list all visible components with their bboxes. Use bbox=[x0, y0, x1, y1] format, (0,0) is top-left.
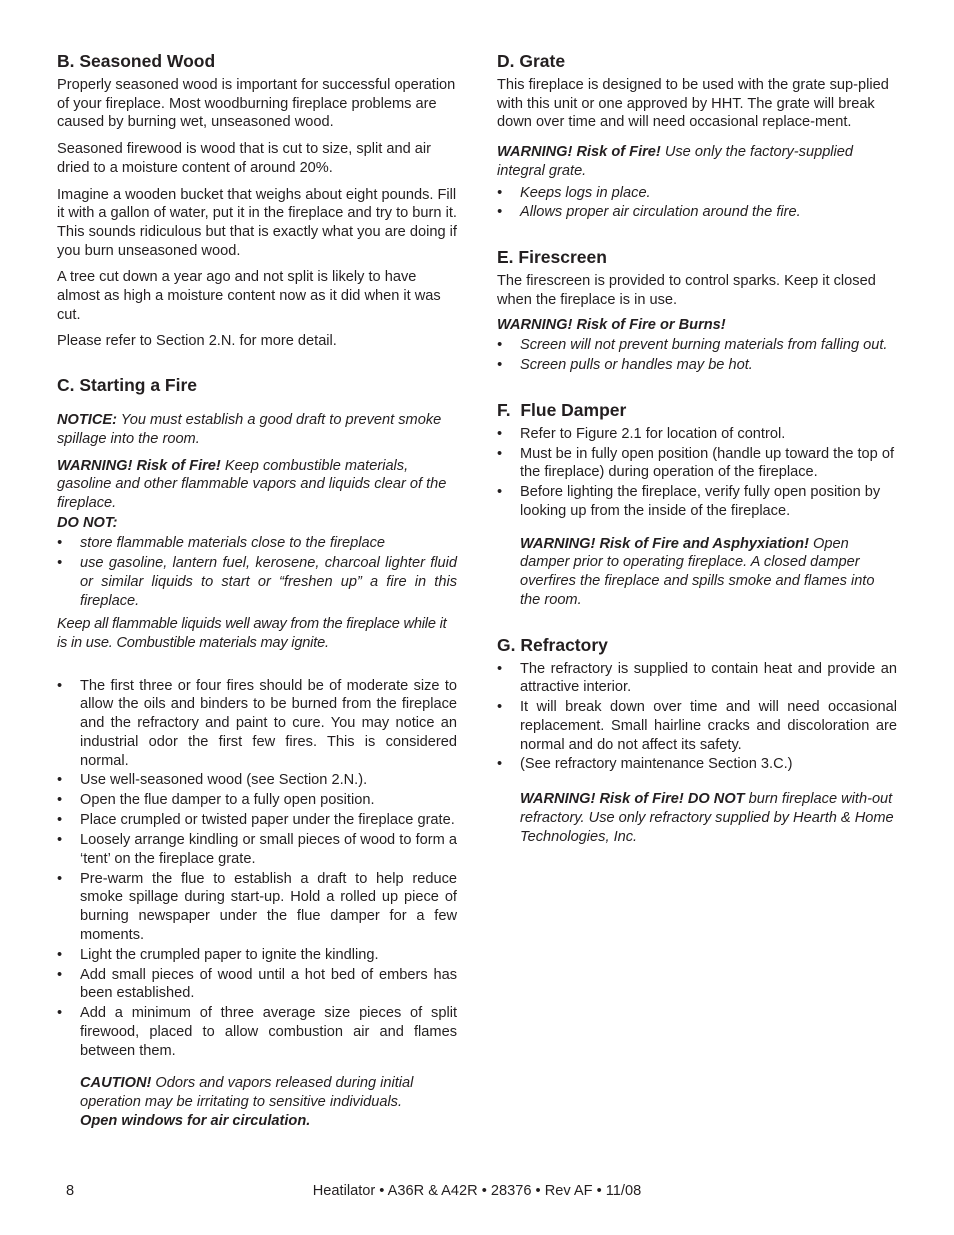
left-column bbox=[57, 50, 457, 1138]
list-item: • Refer to Figure 2.1 for location of control. bbox=[497, 425, 897, 444]
list-item: • (See refractory maintenance Section 3.C.) bbox=[497, 755, 897, 774]
section-b-heading: B. Seasoned Wood bbox=[57, 51, 216, 71]
footer-text: Heatilator • A36R & A42R • 28376 • Rev AF • 11/08 bbox=[312, 1183, 642, 1199]
flue-damper-warning: WARNING! Risk of Fire and Asphyxiation! Open damper prior to operating fireplace. A closed damper overfires the fireplace and spills smoke and flames into the room. bbox=[520, 535, 875, 608]
section-f-heading: F. Flue Damper bbox=[497, 399, 627, 420]
list-item: • Use well-seasoned wood (see Section 2.N.). bbox=[57, 771, 457, 790]
flue-damper-list bbox=[497, 425, 897, 521]
list-item: • The refractory is supplied to contain heat and provide an attractive interior. bbox=[497, 660, 897, 697]
warning-label: WARNING! Risk of Fire! DO NOT bbox=[520, 791, 745, 808]
warning-label: WARNING! Risk of Fire! bbox=[57, 457, 221, 474]
section-b-paragraph: Imagine a wooden bucket that weighs about eight pounds. Fill it with a gallon of water, put it in the fireplace and try to burn it. This sounds ridiculous but that is exactly what you are doing if you burn unseasoned wood. bbox=[57, 186, 457, 259]
firescreen-warning: WARNING! Risk of Fire or Burns! bbox=[497, 316, 726, 333]
list-item: • Pre-warm the flue to establish a draft to help reduce smoke spillage during start-up. Hold a rolled up piece of burning newspaper under the flue damper for a few moments. bbox=[57, 870, 457, 945]
refractory-list bbox=[497, 660, 897, 775]
list-item: • use gasoline, lantern fuel, kerosene, charcoal lighter fluid or similar liquids to start or “freshen up” a fire in this fireplace. bbox=[57, 554, 457, 610]
list-item: • Before lighting the fireplace, verify fully open position by looking up from the inside of the fireplace. bbox=[497, 483, 897, 520]
section-g-heading: G. Refractory bbox=[497, 634, 608, 655]
section-b-paragraph: A tree cut down a year ago and not split is likely to have almost as high a moisture content now as it did when it was cut. bbox=[57, 269, 441, 323]
list-item: • Screen will not prevent burning materials from falling out. bbox=[497, 336, 897, 355]
list-item: • Open the flue damper to a fully open position. bbox=[57, 791, 457, 810]
list-item: • Must be in fully open position (handle up toward the top of the fireplace) during operation of the fireplace. bbox=[497, 445, 897, 482]
section-c-heading: C. Starting a Fire bbox=[57, 375, 198, 396]
do-not-label: DO NOT: bbox=[57, 514, 118, 531]
list-item: • Add a minimum of three average size pieces of split firewood, placed to allow combustion air and flames between them. bbox=[57, 1004, 457, 1060]
caution-label: CAUTION! bbox=[80, 1075, 152, 1092]
section-d-paragraph: This fireplace is designed to be used with the grate sup-plied with this unit or one approved by HHT. The grate will break down over time and will need occasional replace-ment. bbox=[497, 77, 889, 131]
section-b-paragraph: Seasoned firewood is wood that is cut to size, split and air dried to a moisture content of around 20%. bbox=[57, 141, 431, 176]
fire-warning: WARNING! Risk of Fire! Keep combustible materials, gasoline and other flammable vapors and liquids clear of the fireplace. bbox=[57, 457, 447, 511]
list-item: • Loosely arrange kindling or small pieces of wood to form a ‘tent’ on the fireplace grate. bbox=[57, 831, 457, 868]
page-number: 8 bbox=[66, 1183, 75, 1199]
section-d-heading: D. Grate bbox=[497, 51, 566, 71]
section-b-paragraph: Properly seasoned wood is important for successful operation of your fireplace. Most woodburning fireplace problems are caused by burning wet, unseasoned wood. bbox=[57, 77, 456, 131]
keep-flammables-text: Keep all flammable liquids well away from the fireplace while it is in use. Combustible materials may ignite. bbox=[57, 616, 447, 652]
grate-list bbox=[497, 184, 897, 223]
list-item: • Keeps logs in place. bbox=[497, 184, 897, 203]
grate-warning: WARNING! Risk of Fire! Use only the factory-supplied integral grate. bbox=[497, 144, 854, 179]
section-e-heading: E. Firescreen bbox=[497, 247, 607, 268]
section-b-paragraph: Please refer to Section 2.N. for more detail. bbox=[57, 333, 337, 350]
list-item: • Add small pieces of wood until a hot bed of embers has been established. bbox=[57, 966, 457, 1003]
list-item: • Allows proper air circulation around the fire. bbox=[497, 203, 897, 222]
do-not-list bbox=[57, 534, 457, 610]
list-item: • It will break down over time and will need occasional replacement. Small hairline cracks and discoloration are normal and do not affect its safety. bbox=[497, 698, 897, 754]
list-item: • store flammable materials close to the fireplace bbox=[57, 534, 457, 553]
notice-text: NOTICE: You must establish a good draft to prevent smoke spillage into the room. bbox=[57, 412, 442, 447]
list-item: • Place crumpled or twisted paper under the fireplace grate. bbox=[57, 811, 457, 830]
list-item: • Screen pulls or handles may be hot. bbox=[497, 356, 897, 375]
starting-fire-steps bbox=[57, 677, 457, 1061]
refractory-warning: WARNING! Risk of Fire! DO NOT burn fireplace with-out refractory. Use only refractory supplied by Hearth & Home Technologies, Inc. bbox=[520, 791, 894, 845]
caution-text: CAUTION! Odors and vapors released during initial operation may be irritating to sensitive individuals. Open windows for air circulation. bbox=[80, 1075, 414, 1129]
list-item: • Light the crumpled paper to ignite the kindling. bbox=[57, 946, 457, 965]
firescreen-list bbox=[497, 336, 897, 375]
open-windows-text: Open windows for air circulation. bbox=[80, 1112, 311, 1129]
warning-label: WARNING! Risk of Fire and Asphyxiation! bbox=[520, 535, 809, 552]
list-item: • The first three or four fires should be of moderate size to allow the oils and binders to be burned from the fireplace and the refractory and paint to cure. You may notice an industrial odor the first few fires. This is considered normal. bbox=[57, 677, 457, 771]
warning-label: WARNING! Risk of Fire! bbox=[497, 144, 661, 161]
notice-label: NOTICE: bbox=[57, 412, 117, 429]
section-e-paragraph: The firescreen is provided to control sparks. Keep it closed when the fireplace is in use. bbox=[497, 273, 876, 308]
right-column bbox=[497, 50, 897, 854]
